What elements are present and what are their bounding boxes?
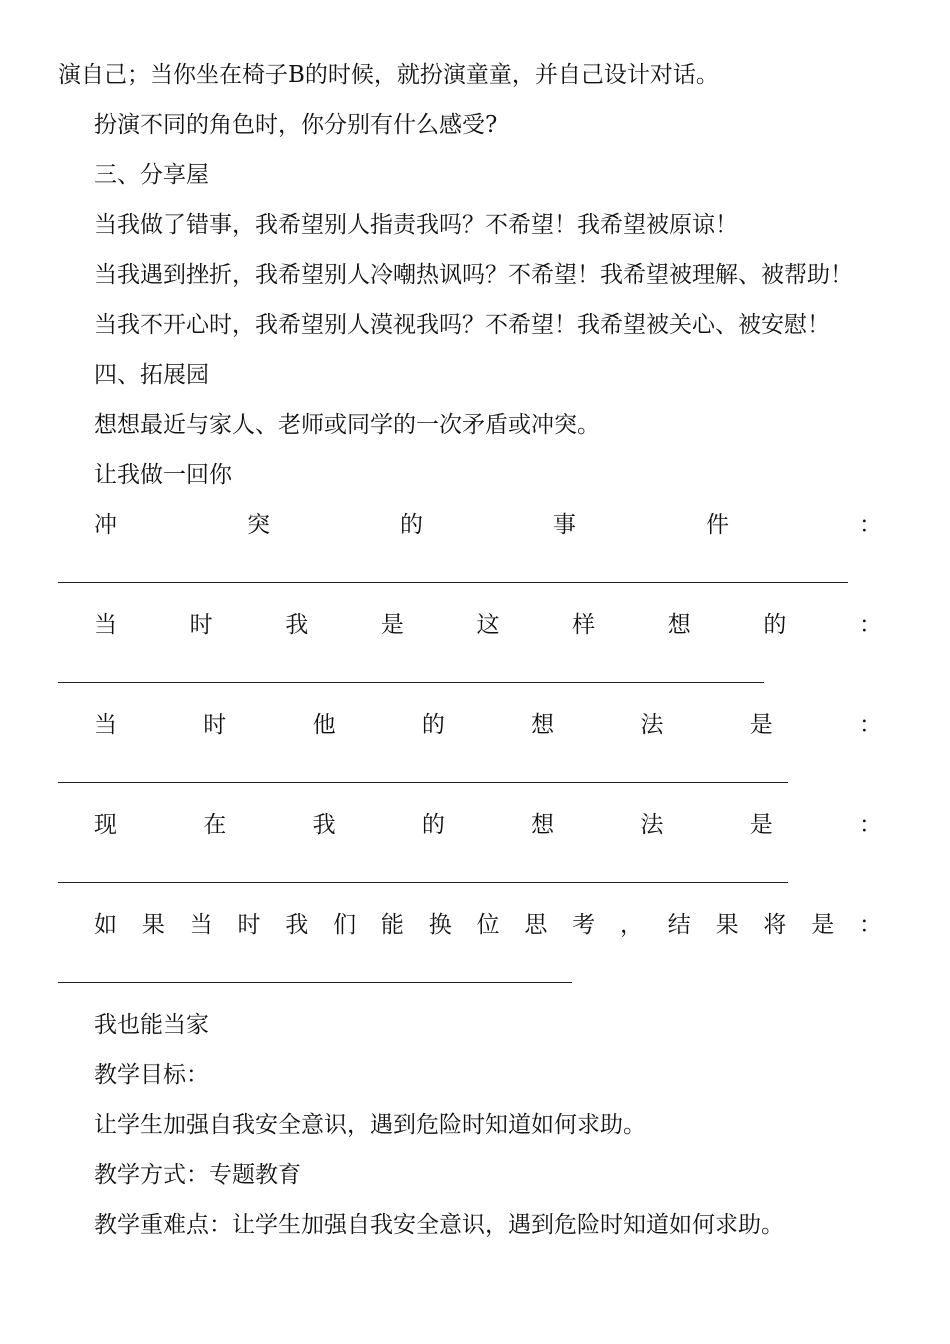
paragraph: 扮演不同的角色时，你分别有什么感受? <box>94 112 498 138</box>
paragraph: 让我做一回你 <box>94 462 232 488</box>
prompt-char: 法 <box>640 712 664 738</box>
prompt-char: 当 <box>94 612 117 638</box>
prompt-char: 的 <box>421 812 445 838</box>
prompt-char: 事 <box>553 512 576 538</box>
prompt-char: 果 <box>715 912 739 938</box>
paragraph: 教学目标： <box>94 1062 209 1088</box>
paragraph: 想想最近与家人、老师或同学的一次矛盾或冲突。 <box>94 412 600 438</box>
paragraph: 教学方式：专题教育 <box>94 1162 301 1188</box>
fill-in-prompt-conflict-event <box>94 510 882 540</box>
prompt-char: 能 <box>380 912 404 938</box>
prompt-char: 在 <box>203 812 227 838</box>
prompt-char: 想 <box>667 612 691 638</box>
blank-line <box>58 982 572 983</box>
paragraph: 演自己；当你坐在椅子B的时候，就扮演童童，并自己设计对话。 <box>58 62 719 88</box>
paragraph: 当我遇到挫折，我希望别人冷嘲热讽吗？不希望！我希望被理解、被帮助！ <box>94 262 853 288</box>
prompt-char: 位 <box>476 912 500 938</box>
prompt-char: 法 <box>640 812 664 838</box>
prompt-char: 们 <box>333 912 357 938</box>
section-heading: 三、分享屋 <box>94 162 209 188</box>
prompt-char: 他 <box>312 712 336 738</box>
prompt-char: 是 <box>811 912 835 938</box>
prompt-char: 的 <box>421 712 445 738</box>
prompt-char: 件 <box>706 512 729 538</box>
prompt-char: 的 <box>763 612 787 638</box>
paragraph: 让学生加强自我安全意识，遇到危险时知道如何求助。 <box>94 1112 646 1138</box>
section-heading: 四、拓展园 <box>94 362 209 388</box>
prompt-char: ： <box>859 912 882 938</box>
prompt-char: ， <box>619 912 643 938</box>
prompt-char: 时 <box>189 612 213 638</box>
prompt-char: ： <box>859 612 882 638</box>
prompt-char: 当 <box>94 712 117 738</box>
blank-line <box>58 582 848 583</box>
blank-line <box>58 682 764 683</box>
blank-line <box>58 882 788 883</box>
prompt-char: 现 <box>94 812 117 838</box>
paragraph: 当我不开心时，我希望别人漠视我吗？不希望！我希望被关心、被安慰！ <box>94 312 830 338</box>
prompt-char: 我 <box>312 812 336 838</box>
prompt-char: 我 <box>285 612 309 638</box>
prompt-char: 如 <box>94 912 117 938</box>
prompt-char: 果 <box>141 912 165 938</box>
prompt-char: 是 <box>749 712 773 738</box>
fill-in-prompt-result <box>94 910 882 940</box>
prompt-char: 结 <box>667 912 691 938</box>
prompt-char: 的 <box>400 512 423 538</box>
prompt-char: 想 <box>531 712 555 738</box>
prompt-char: 是 <box>749 812 773 838</box>
prompt-char: 冲 <box>94 512 117 538</box>
blank-line <box>58 782 788 783</box>
fill-in-prompt-my-thought <box>94 610 882 640</box>
prompt-char: 思 <box>524 912 548 938</box>
lesson-title: 我也能当家 <box>94 1012 209 1038</box>
prompt-char: 样 <box>572 612 596 638</box>
prompt-char: 是 <box>380 612 404 638</box>
prompt-char: ： <box>858 812 882 838</box>
prompt-char: ： <box>859 512 882 538</box>
prompt-char: 我 <box>285 912 309 938</box>
paragraph: 教学重难点：让学生加强自我安全意识，遇到危险时知道如何求助。 <box>94 1212 784 1238</box>
prompt-char: ： <box>858 712 882 738</box>
fill-in-prompt-his-thought <box>94 710 882 740</box>
prompt-char: 这 <box>476 612 500 638</box>
prompt-char: 将 <box>763 912 787 938</box>
prompt-char: 换 <box>428 912 452 938</box>
fill-in-prompt-my-current-thought <box>94 810 882 840</box>
prompt-char: 时 <box>203 712 227 738</box>
prompt-char: 时 <box>237 912 261 938</box>
prompt-char: 想 <box>531 812 555 838</box>
prompt-char: 当 <box>189 912 213 938</box>
prompt-char: 突 <box>247 512 270 538</box>
prompt-char: 考 <box>572 912 596 938</box>
paragraph: 当我做了错事，我希望别人指责我吗？不希望！我希望被原谅！ <box>94 212 738 238</box>
